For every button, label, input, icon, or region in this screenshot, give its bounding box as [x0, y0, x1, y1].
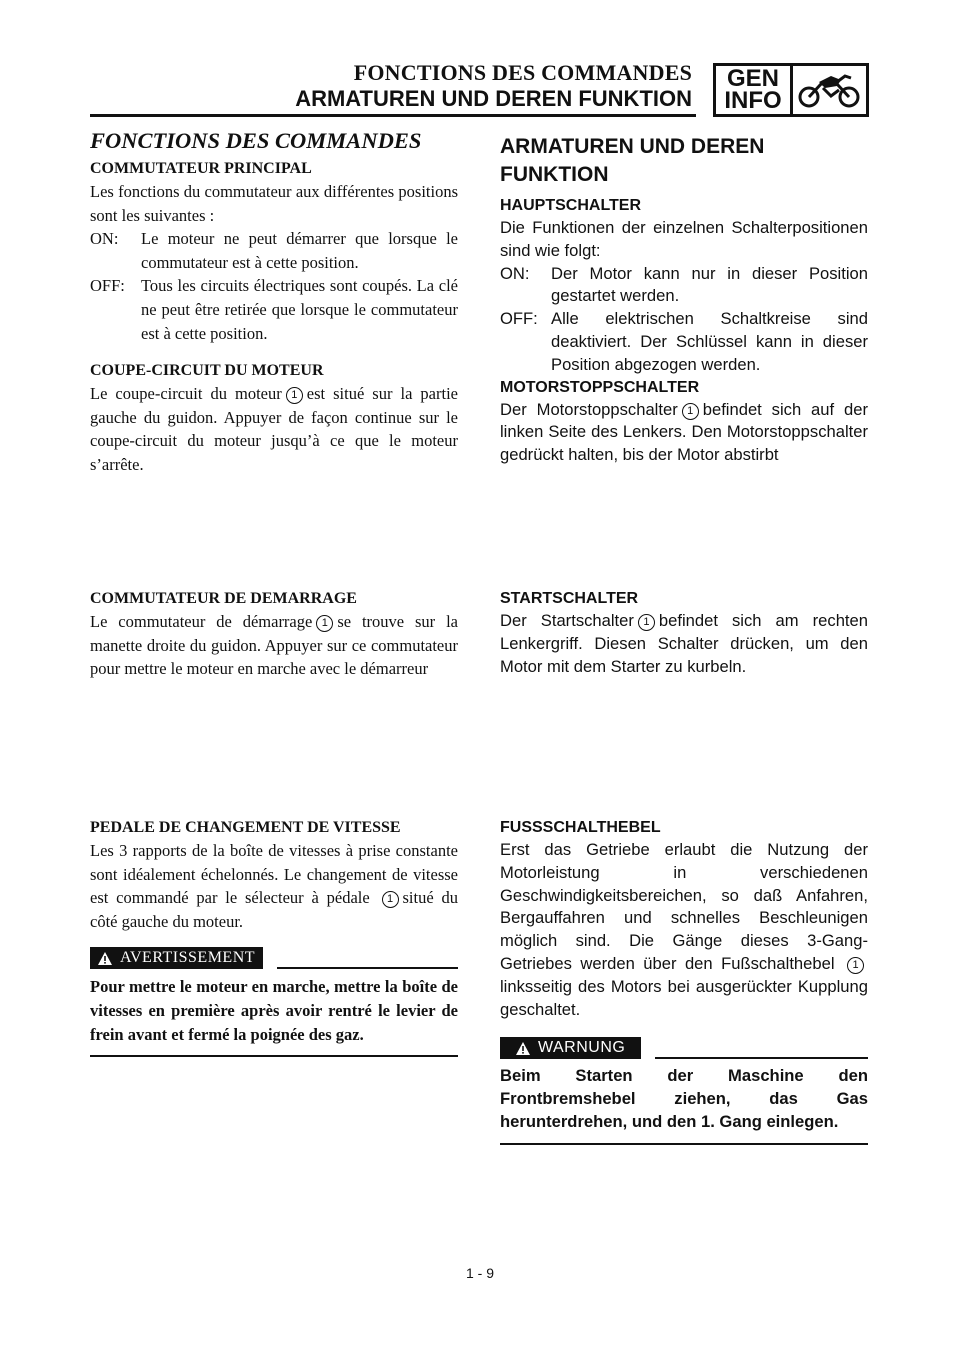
fr-s2-text	[90, 382, 458, 476]
de-s1-on-text: Der Motor kann nur in dieser Position gestartet werden.	[551, 263, 868, 306]
fr-s1-intro: Les fonctions du commutateur aux différentes positions sont les suivantes :	[90, 182, 458, 225]
fr-s2-text-b: est situé sur la partie gauche du guidon. Appuyer de façon continue sur le coupe-circuit du moteur jusqu’à ce que le moteur s’arrête.	[90, 384, 458, 474]
fr-section-main-switch	[90, 128, 458, 345]
header-title-fr: FONCTIONS DES COMMANDES	[353, 60, 692, 85]
fr-s1-title: COMMUTATEUR PRINCIPAL	[90, 160, 312, 177]
de-warning-tag	[500, 1037, 641, 1059]
fr-section-shift-pedal	[90, 817, 458, 1057]
fr-warning-label: AVERTISSEMENT	[120, 949, 256, 967]
warning-triangle-icon	[98, 952, 112, 965]
fr-s1-on-key: ON:	[90, 229, 119, 249]
fr-s4-text	[90, 839, 458, 933]
fr-s3-text-a: Le commutateur de démarrage	[90, 612, 313, 631]
page-number: 1 - 9	[465, 1265, 494, 1281]
de-s3-text-b: befindet sich am rechten Lenkergriff. Diesen Schalter drücken, um den Motor mit dem Starter zu kurbeln.	[500, 611, 868, 676]
fr-s1-off	[90, 274, 458, 345]
de-s1-off	[500, 308, 868, 376]
de-s4-text-a: Erst das Getriebe erlaubt die Nutzung der Motorleistung in verschiedenen Geschwindigkeitsbereichen, so daß Anfahren, Bergauffahren und schnelles Beschleunigen möglich sind. Die Gänge dieses 3-Gang-Getriebes werden über den Fußschalthebel	[500, 840, 868, 973]
ref-number-1: 1	[638, 614, 655, 631]
header-title-de: ARMATUREN UND DEREN FUNKTION	[295, 86, 692, 111]
fr-section-start-switch	[90, 588, 458, 681]
section-badge	[713, 63, 869, 117]
fr-s1-off-key: OFF:	[90, 276, 125, 296]
fr-warning-header	[90, 947, 458, 969]
de-section-main-switch	[500, 133, 868, 467]
de-s3-text	[500, 610, 868, 678]
de-s4-text-b: linksseitig des Motors bei ausgerückter Kupplung geschaltet.	[500, 976, 868, 1019]
fr-s3-text-b: se trouve sur la manette droite du guidon. Appuyer sur ce commutateur pour mettre le moteur en marche avec le démarreur	[90, 612, 458, 679]
de-s4-title: FUSSSCHALTHEBEL	[500, 819, 661, 836]
de-warning-end-rule	[500, 1143, 868, 1145]
de-s1-off-text: Alle elektrischen Schaltkreise sind deaktiviert. Der Schlüssel kann in dieser Position abgezogen werden.	[551, 309, 868, 374]
fr-warning-end-rule	[90, 1055, 458, 1057]
ref-number-1: 1	[316, 615, 333, 632]
de-warning-label: WARNUNG	[538, 1039, 626, 1057]
de-s3-text-a: Der Startschalter	[500, 611, 634, 630]
fr-s1-on	[90, 227, 458, 274]
fr-warning-rule	[277, 967, 458, 969]
badge-line2: INFO	[724, 87, 782, 114]
de-s2-text	[500, 399, 868, 467]
de-section-start-switch	[500, 588, 868, 678]
de-warning-text: Beim Starten der Maschine den Frontbremshebel ziehen, das Gas herunterdrehen, und den 1. Gang einlegen.	[500, 1066, 868, 1131]
fr-s1-off-text: Tous les circuits électriques sont coupés. La clé ne peut être retirée que lorsque le commutateur est à cette position.	[141, 276, 458, 343]
de-warning-rule	[655, 1057, 868, 1059]
badge-label	[716, 66, 793, 114]
de-s1-on	[500, 263, 868, 309]
motorcycle-icon	[793, 66, 866, 114]
de-section-shift-pedal	[500, 817, 868, 1145]
fr-s4-text-a: Les 3 rapports de la boîte de vitesses à prise constante sont idéalement échelonnés. Le changement de vitesse est commandé par le sélecteur à pédale	[90, 841, 458, 908]
fr-warning-text: Pour mettre le moteur en marche, mettre la boîte de vitesses en première après avoir rentré le levier de frein avant et fermé la poignée des gaz.	[90, 977, 458, 1044]
ref-number-1: 1	[286, 387, 303, 404]
de-s3-title: STARTSCHALTER	[500, 590, 639, 607]
badge-line1: GEN	[726, 65, 779, 92]
ref-number-1: 1	[382, 891, 399, 908]
warning-triangle-icon	[516, 1042, 530, 1055]
de-s1-title: HAUPTSCHALTER	[500, 197, 642, 214]
fr-s3-text	[90, 610, 458, 681]
fr-s1-on-text: Le moteur ne peut démarrer que lorsque le commutateur est à cette position.	[141, 229, 458, 272]
de-s2-title: MOTORSTOPPSCHALTER	[500, 378, 700, 396]
ref-number-1: 1	[847, 957, 864, 974]
fr-s4-text-b: situé du côté gauche du moteur.	[90, 888, 458, 931]
fr-section-kill-switch	[90, 360, 458, 476]
fr-s2-title: COUPE-CIRCUIT DU MOTEUR	[90, 362, 324, 379]
fr-s3-title: COMMUTATEUR DE DEMARRAGE	[90, 590, 357, 607]
header-rule	[90, 114, 696, 117]
de-s4-text	[500, 839, 868, 1021]
de-s2-text-a: Der Motorstoppschalter	[500, 399, 678, 419]
fr-s2-text-a: Le coupe-circuit du moteur	[90, 384, 282, 403]
de-warning-header	[500, 1037, 868, 1059]
ref-number-1: 1	[682, 403, 699, 420]
de-s1-on-key: ON:	[500, 263, 530, 283]
de-s2-text-b: befindet sich auf der linken Seite des Lenkers. Den Motorstoppschalter gedrückt halten, bis der Motor abstirbt	[500, 399, 868, 465]
de-title: ARMATUREN UND DEREN FUNKTION	[500, 135, 765, 186]
de-s1-intro: Die Funktionen der einzelnen Schalterpositionen sind wie folgt:	[500, 218, 868, 260]
fr-s4-title: PEDALE DE CHANGEMENT DE VITESSE	[90, 819, 401, 836]
fr-title: FONCTIONS DES COMMANDES	[90, 128, 422, 153]
de-s1-off-key: OFF:	[500, 309, 538, 329]
fr-warning-tag	[90, 947, 263, 969]
